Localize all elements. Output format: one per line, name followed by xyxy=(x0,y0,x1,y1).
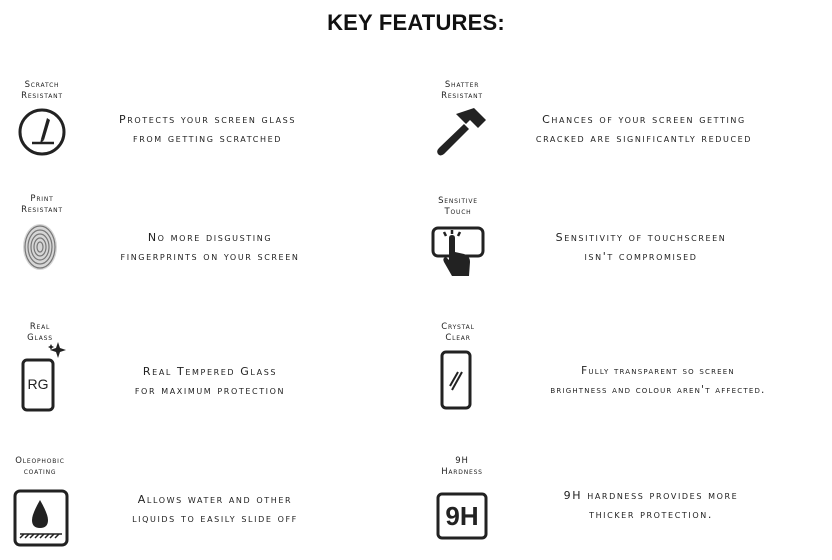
feature-description: Fully transparent so screen brightness and colour aren't affected. xyxy=(550,365,766,396)
touch-icon xyxy=(430,224,488,284)
feature-description: Protects your screen glass from getting scratched xyxy=(118,113,297,145)
feature-description: 9H hardness provides more thicker protection. xyxy=(563,489,739,521)
crystal-clear-icon xyxy=(438,350,474,412)
feature-sensitive-touch xyxy=(416,186,832,306)
fingerprint-icon xyxy=(18,220,62,274)
real-glass-badge: RG xyxy=(27,376,49,392)
feature-label: Print Resistant xyxy=(21,194,63,215)
feature-description: Chances of your screen getting cracked are significantly reduced xyxy=(535,113,753,145)
feature-label: Scratch Resistant xyxy=(21,80,63,101)
feature-label: Oleophobic coating xyxy=(15,456,65,477)
feature-9h-hardness xyxy=(416,440,832,560)
feature-oleophobic-coating xyxy=(0,440,416,560)
feature-description: No more disgusting fingerprints on your screen xyxy=(120,231,300,263)
hammer-icon xyxy=(434,104,490,160)
feature-label: Crystal Clear xyxy=(441,322,475,343)
feature-label: Sensitive Touch xyxy=(438,196,478,217)
water-drop-icon xyxy=(12,488,70,548)
feature-description: Real Tempered Glass for maximum protection xyxy=(134,365,286,397)
feature-description: Allows water and other liquids to easily slide off xyxy=(132,493,298,525)
feature-print-resistant xyxy=(0,186,416,306)
feature-shatter-resistant xyxy=(416,70,832,190)
feature-crystal-clear xyxy=(416,312,832,432)
feature-label: Real Glass xyxy=(27,322,53,343)
feature-description: Sensitivity of touchscreen isn't compromised xyxy=(555,231,727,263)
feature-scratch-resistant xyxy=(0,70,416,190)
feature-real-glass xyxy=(0,312,416,432)
feature-label: 9H Hardness xyxy=(441,456,483,477)
page-title: KEY FEATURES: xyxy=(327,10,505,35)
feature-label: Shatter Resistant xyxy=(441,80,483,101)
9h-badge: 9H xyxy=(445,501,479,531)
scratch-resistant-icon xyxy=(16,106,68,158)
